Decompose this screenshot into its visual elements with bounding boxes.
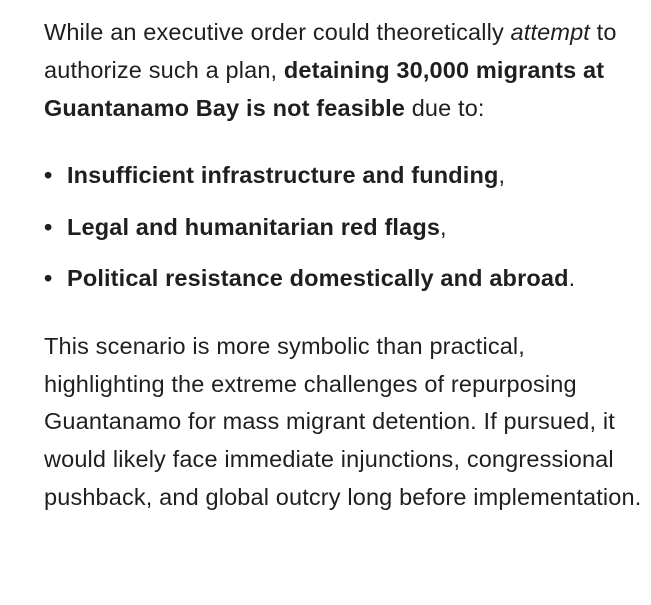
list-item xyxy=(44,260,644,298)
list-item-bold: Insufficient infrastructure and funding xyxy=(67,162,499,189)
list-item xyxy=(44,209,644,247)
message-content xyxy=(44,14,644,517)
intro-text-2: to authorize such a plan, xyxy=(44,19,617,83)
conclusion-paragraph: This scenario is more symbolic than practical, highlighting the extreme challenges of repurposing Guantanamo for mass migrant detention. If pursued, it would likely face immediate injunctions, congressional pushback, and global outcry long before implementation. xyxy=(44,332,642,510)
list-item-suffix: , xyxy=(498,162,506,189)
intro-paragraph xyxy=(44,14,644,127)
list-item-suffix: . xyxy=(568,264,576,291)
reasons-list xyxy=(44,157,644,297)
intro-bold: detaining 30,000 migrants at Guantanamo Bay is not feasible xyxy=(44,56,605,121)
intro-text-3: due to: xyxy=(405,94,485,121)
intro-text-1: While an executive order could theoretically xyxy=(44,19,511,45)
list-item xyxy=(44,157,644,195)
intro-emphasis: attempt xyxy=(510,19,590,45)
list-item-bold: Political resistance domestically and abroad xyxy=(67,264,569,291)
bullet-icon: • xyxy=(44,213,53,240)
bullet-icon: • xyxy=(44,162,53,189)
list-item-suffix: , xyxy=(440,213,447,240)
list-item-bold: Legal and humanitarian red flags xyxy=(67,213,441,240)
bullet-icon: • xyxy=(44,264,53,291)
